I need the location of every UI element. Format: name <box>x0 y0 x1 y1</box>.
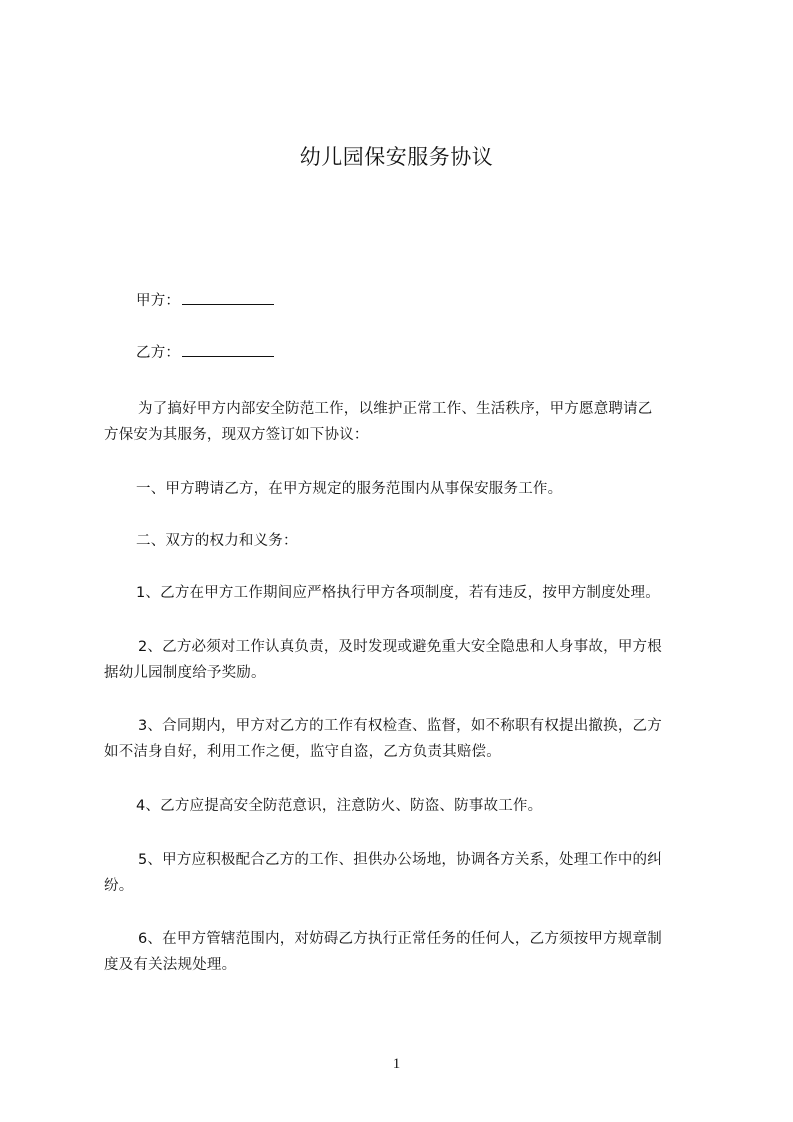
item-2 <box>104 634 716 686</box>
item-2-line-1: 2、乙方必须对工作认真负责，及时发现或避免重大安全隐患和人身事故，甲方根 <box>138 639 662 655</box>
item-4-text: 4、乙方应提高安全防范意识，注意防火、防盗、防事故工作。 <box>136 798 543 814</box>
item-2-line-2: 据幼儿园制度给予奖励。 <box>104 665 266 681</box>
item-6 <box>104 926 716 978</box>
item-3-line-1: 3、合同期内，甲方对乙方的工作有权检查、监督，如不称职有权提出撤换，乙方 <box>138 718 662 734</box>
party-a-blank <box>182 290 274 305</box>
item-5 <box>104 847 716 899</box>
intro-paragraph <box>104 396 716 448</box>
document-title: 幼儿园保安服务协议 <box>299 145 494 169</box>
item-5-line-1: 5、甲方应积极配合乙方的工作、担供办公场地，协调各方关系，处理工作中的纠 <box>138 852 662 868</box>
page-number: 1 <box>392 1056 401 1072</box>
intro-line-1: 为了搞好甲方内部安全防范工作，以维护正常工作、生活秩序，甲方愿意聘请乙 <box>138 401 653 417</box>
item-1-text: 1、乙方在甲方工作期间应严格执行甲方各项制度，若有违反，按甲方制度处理。 <box>136 585 660 601</box>
item-3 <box>104 713 716 765</box>
party-b-line <box>104 340 716 366</box>
party-b-blank <box>182 342 274 357</box>
intro-line-2: 方保安为其服务，现双方签订如下协议： <box>104 427 369 443</box>
section-1 <box>104 476 716 502</box>
item-5-line-2: 纷。 <box>104 878 134 894</box>
party-a-label: 甲方： <box>136 293 181 309</box>
section-1-text: 一、甲方聘请乙方，在甲方规定的服务范围内从事保安服务工作。 <box>136 481 563 497</box>
section-2-text: 二、双方的权力和义务： <box>136 533 298 549</box>
item-3-line-2: 如不洁身自好，利用工作之便，监守自盗，乙方负责其赔偿。 <box>104 744 501 760</box>
item-6-line-2: 度及有关法规处理。 <box>104 957 237 973</box>
item-6-line-1: 6、在甲方管辖范围内，对妨碍乙方执行正常任务的任何人，乙方须按甲方规章制 <box>138 931 662 947</box>
party-a-line <box>104 288 716 314</box>
section-2 <box>104 528 716 554</box>
item-4 <box>104 793 716 819</box>
party-b-label: 乙方： <box>136 345 181 361</box>
item-1 <box>104 580 716 606</box>
